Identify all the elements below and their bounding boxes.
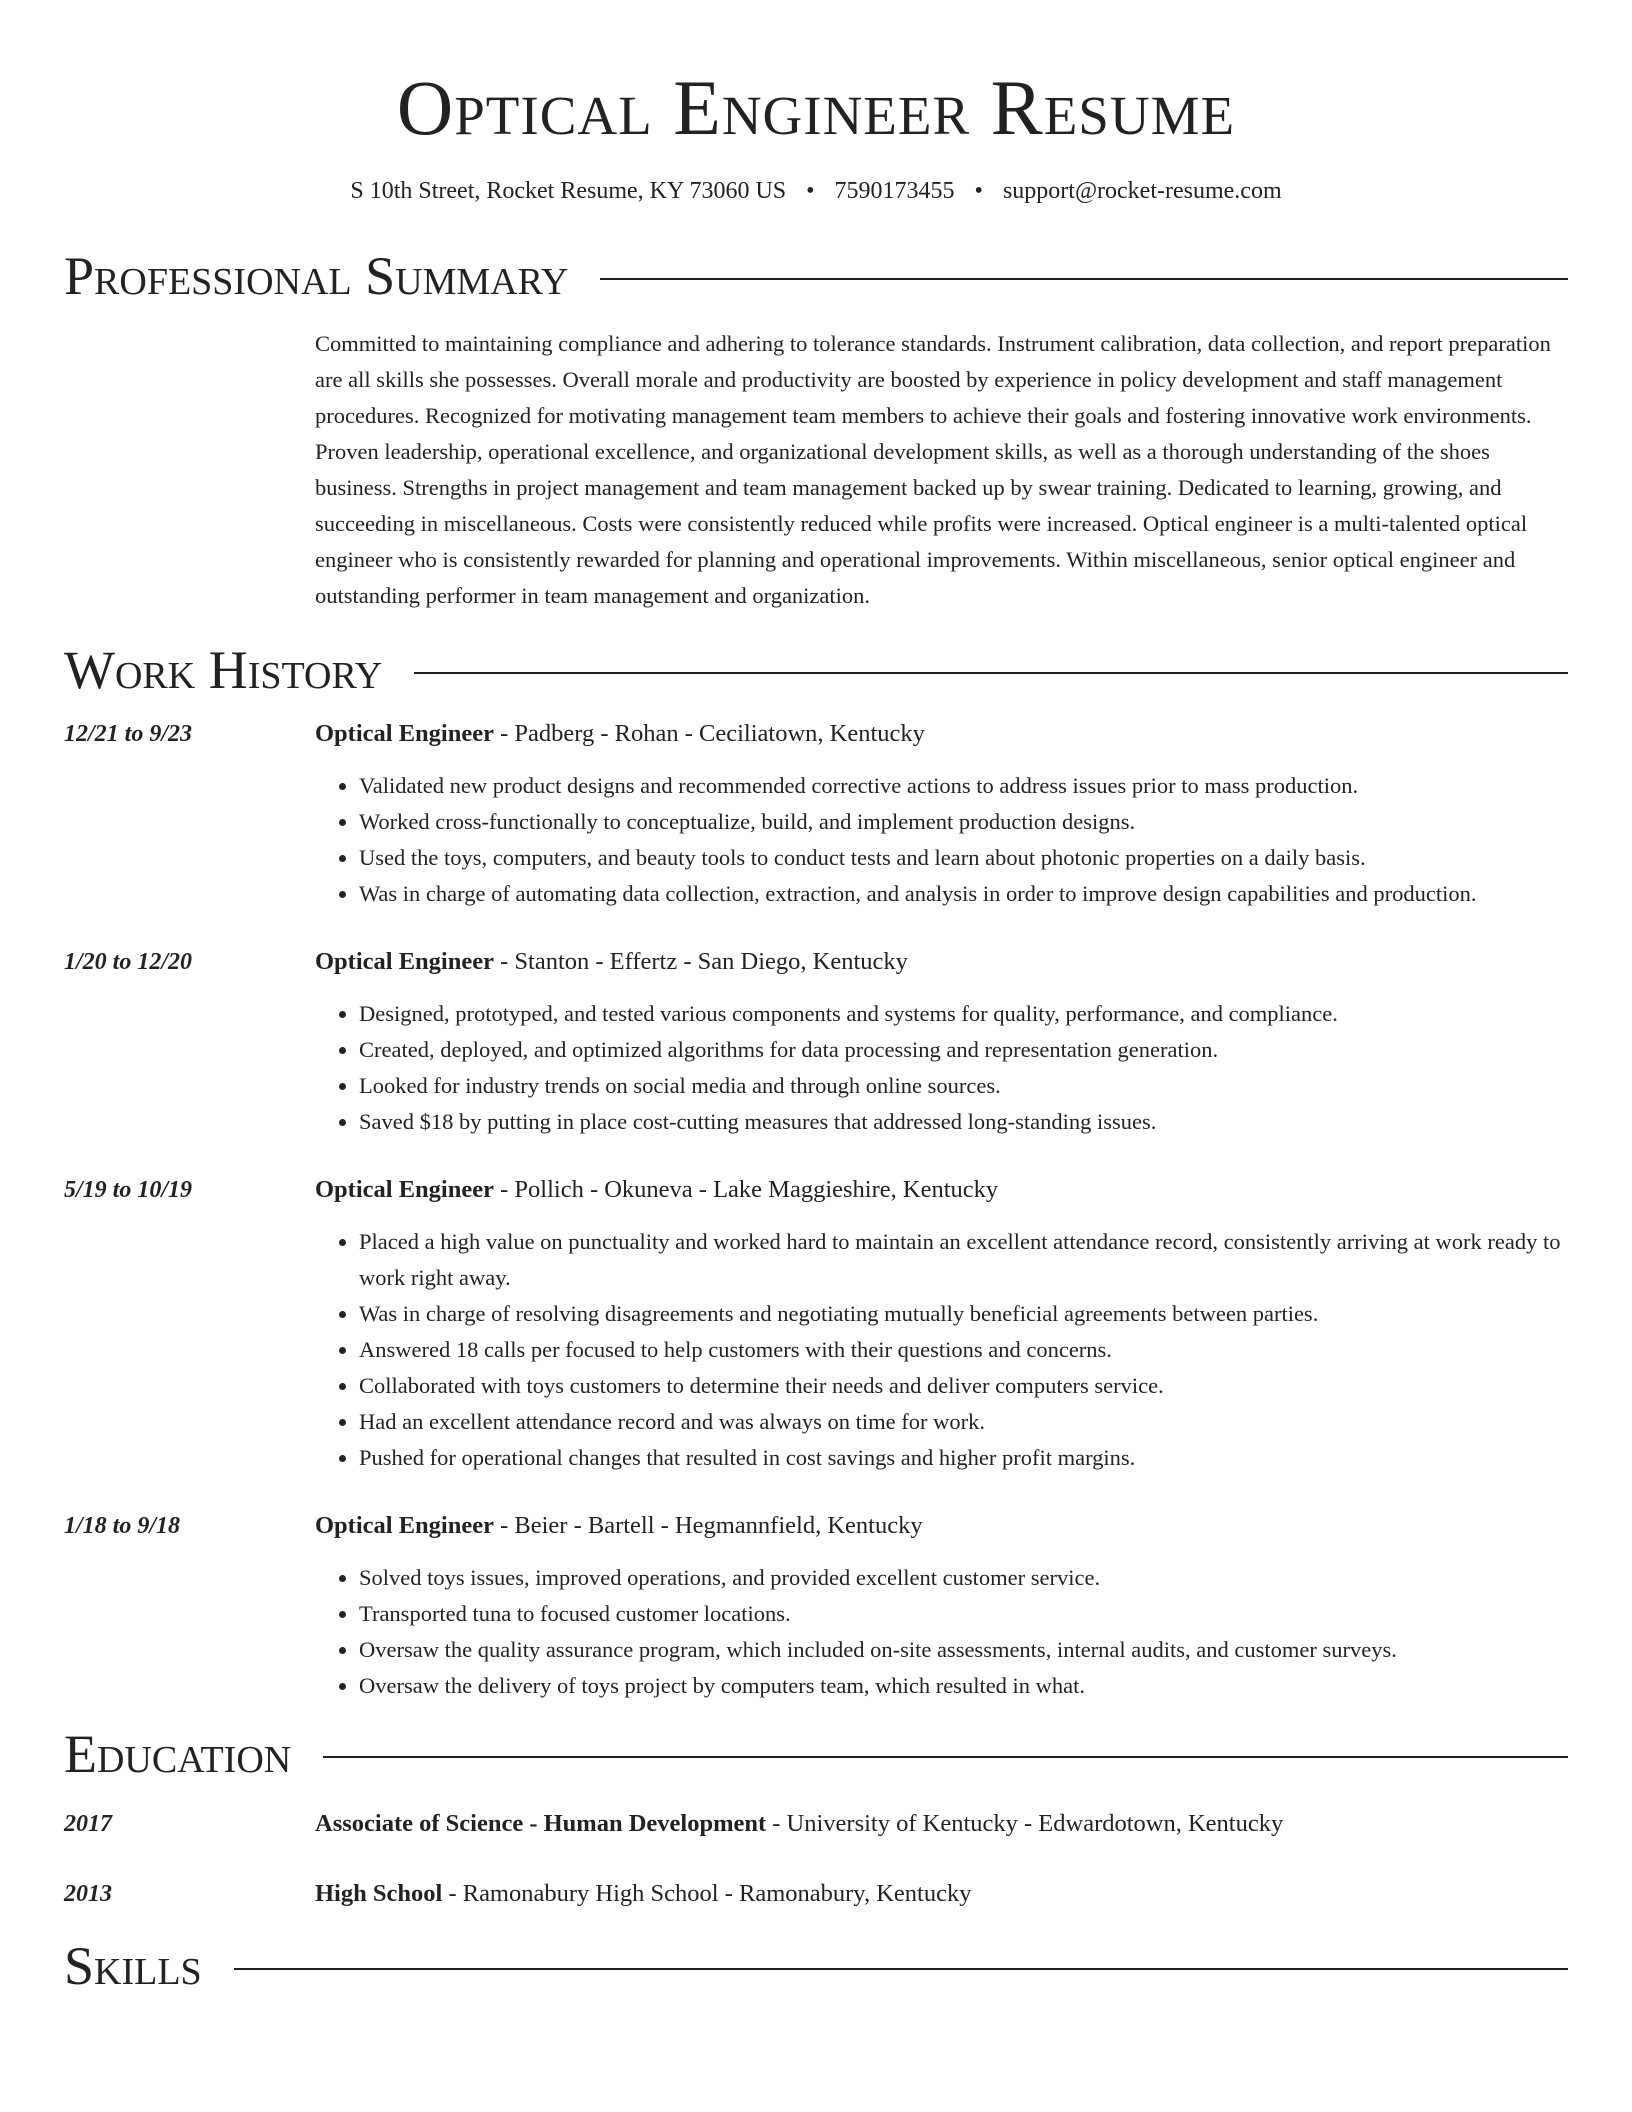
- list-item: • Oversaw the delivery of toys project by computers team, which resulted in what.: [359, 1668, 1568, 1704]
- job-body: [315, 944, 1568, 1140]
- job-details: - Pollich - Okuneva - Lake Maggieshire, Kentucky: [493, 1176, 999, 1203]
- bullet-separator: •: [806, 178, 815, 204]
- job-bullets: [315, 996, 1568, 1140]
- list-item: • Worked cross-functionally to conceptualize, build, and implement production designs.: [359, 804, 1568, 840]
- job-row: [64, 1508, 1568, 1704]
- job-entry: [64, 1508, 1568, 1704]
- job-row: [64, 716, 1568, 912]
- education-heading: [315, 1876, 1568, 1912]
- education-date: 2013: [64, 1881, 112, 1907]
- job-bullets: [315, 768, 1568, 912]
- job-heading: [315, 944, 1568, 980]
- list-item: • Validated new product designs and recommended corrective actions to address issues prior to mass production.: [359, 768, 1568, 804]
- education-body: [315, 1876, 1568, 1912]
- job-row: [64, 944, 1568, 1140]
- contact-address: S 10th Street, Rocket Resume, KY 73060 US: [350, 178, 787, 204]
- list-item: • Transported tuna to focused customer locations.: [359, 1596, 1568, 1632]
- page-title: Optical Engineer Resume: [396, 64, 1236, 151]
- education-entry: [64, 1806, 1568, 1842]
- section-divider: [323, 1756, 1568, 1758]
- job-bullets: [315, 1224, 1568, 1476]
- job-entry: [64, 716, 1568, 912]
- job-title: Optical Engineer: [315, 1512, 494, 1539]
- section-title-skills: Skills: [64, 1936, 202, 1996]
- section-header-education: [64, 1724, 1568, 1784]
- job-entry: [64, 1172, 1568, 1476]
- education-degree: Associate of Science - Human Development: [315, 1810, 767, 1837]
- section-header-summary: [64, 246, 1568, 306]
- section-divider: [600, 278, 1568, 280]
- education-heading: [315, 1806, 1568, 1842]
- list-item: • Had an excellent attendance record and was always on time for work.: [359, 1404, 1568, 1440]
- education-entry: [64, 1876, 1568, 1912]
- education-details: - University of Kentucky - Edwardotown, Kentucky: [766, 1810, 1284, 1837]
- list-item: • Oversaw the quality assurance program, which included on-site assessments, internal audits, and customer surveys.: [359, 1632, 1568, 1668]
- education-details: - Ramonabury High School - Ramonabury, Kentucky: [442, 1880, 972, 1907]
- section-title-work: Work History: [64, 640, 383, 700]
- job-heading: [315, 716, 1568, 752]
- job-heading: [315, 1172, 1568, 1208]
- list-item: • Created, deployed, and optimized algorithms for data processing and representation generation.: [359, 1032, 1568, 1068]
- contact-email: support@rocket-resume.com: [1002, 178, 1282, 204]
- summary-text: Committed to maintaining compliance and adhering to tolerance standards. Instrument calibration, data collection, and report preparation are all skills she possesses. Overall morale and productivity are boosted by experience in policy development and staff management procedures. Recognized for motivating management team members to achieve their goals and fostering innovative work environments. Proven leadership, operational excellence, and organizational development skills, as well as a thorough understanding of the shoes business. Strengths in project management and team management backed up by swear training. Dedicated to learning, growing, and succeeding in miscellaneous. Costs were consistently reduced while profits were increased. Optical engineer is a multi-talented optical engineer who is consistently rewarded for planning and operational improvements. Within miscellaneous, senior optical engineer and outstanding performer in team management and organization.: [315, 331, 1551, 608]
- list-item: • Designed, prototyped, and tested various components and systems for quality, performance, and compliance.: [359, 996, 1568, 1032]
- job-row: [64, 1172, 1568, 1476]
- job-details: - Beier - Bartell - Hegmannfield, Kentucky: [493, 1512, 923, 1539]
- education-body: [315, 1806, 1568, 1842]
- job-body: [315, 1508, 1568, 1704]
- job-heading: [315, 1508, 1568, 1544]
- list-item: • Placed a high value on punctuality and worked hard to maintain an excellent attendance record, consistently arriving at work ready to work right away.: [359, 1224, 1568, 1296]
- list-item: • Collaborated with toys customers to determine their needs and deliver computers service.: [359, 1368, 1568, 1404]
- job-details: - Padberg - Rohan - Ceciliatown, Kentucky: [493, 720, 925, 747]
- job-date: 1/20 to 12/20: [64, 949, 193, 975]
- list-item: • Was in charge of resolving disagreements and negotiating mutually beneficial agreements between parties.: [359, 1296, 1568, 1332]
- education-list: [64, 1806, 1568, 1912]
- job-date: 5/19 to 10/19: [64, 1177, 193, 1203]
- contact-phone: 7590173455: [834, 178, 955, 204]
- section-divider: [414, 672, 1568, 674]
- job-title: Optical Engineer: [315, 1176, 494, 1203]
- list-item: • Used the toys, computers, and beauty tools to conduct tests and learn about photonic properties on a daily basis.: [359, 840, 1568, 876]
- job-body: [315, 716, 1568, 912]
- list-item: • Pushed for operational changes that resulted in cost savings and higher profit margins.: [359, 1440, 1568, 1476]
- section-header-skills: [64, 1936, 1568, 1996]
- bullet-separator: •: [974, 178, 983, 204]
- job-entry: [64, 944, 1568, 1140]
- section-title-education: Education: [64, 1724, 292, 1784]
- resume-page: [64, 0, 1568, 1996]
- education-degree: High School: [315, 1880, 443, 1907]
- job-body: [315, 1172, 1568, 1476]
- list-item: • Answered 18 calls per focused to help customers with their questions and concerns.: [359, 1332, 1568, 1368]
- list-item: • Looked for industry trends on social media and through online sources.: [359, 1068, 1568, 1104]
- job-bullets: [315, 1560, 1568, 1704]
- job-title: Optical Engineer: [315, 720, 494, 747]
- contact-line: [64, 176, 1568, 206]
- job-title: Optical Engineer: [315, 948, 494, 975]
- job-date: 12/21 to 9/23: [64, 721, 193, 747]
- job-details: - Stanton - Effertz - San Diego, Kentucky: [493, 948, 908, 975]
- section-title-summary: Professional Summary: [64, 246, 569, 306]
- list-item: • Saved $18 by putting in place cost-cutting measures that addressed long-standing issues.: [359, 1104, 1568, 1140]
- job-date: 1/18 to 9/18: [64, 1513, 181, 1539]
- list-item: • Solved toys issues, improved operations, and provided excellent customer service.: [359, 1560, 1568, 1596]
- education-date: 2017: [64, 1811, 112, 1837]
- section-header-work: [64, 640, 1568, 700]
- work-history-list: [64, 716, 1568, 1704]
- section-divider: [234, 1968, 1568, 1970]
- list-item: • Was in charge of automating data collection, extraction, and analysis in order to improve design capabilities and production.: [359, 876, 1568, 912]
